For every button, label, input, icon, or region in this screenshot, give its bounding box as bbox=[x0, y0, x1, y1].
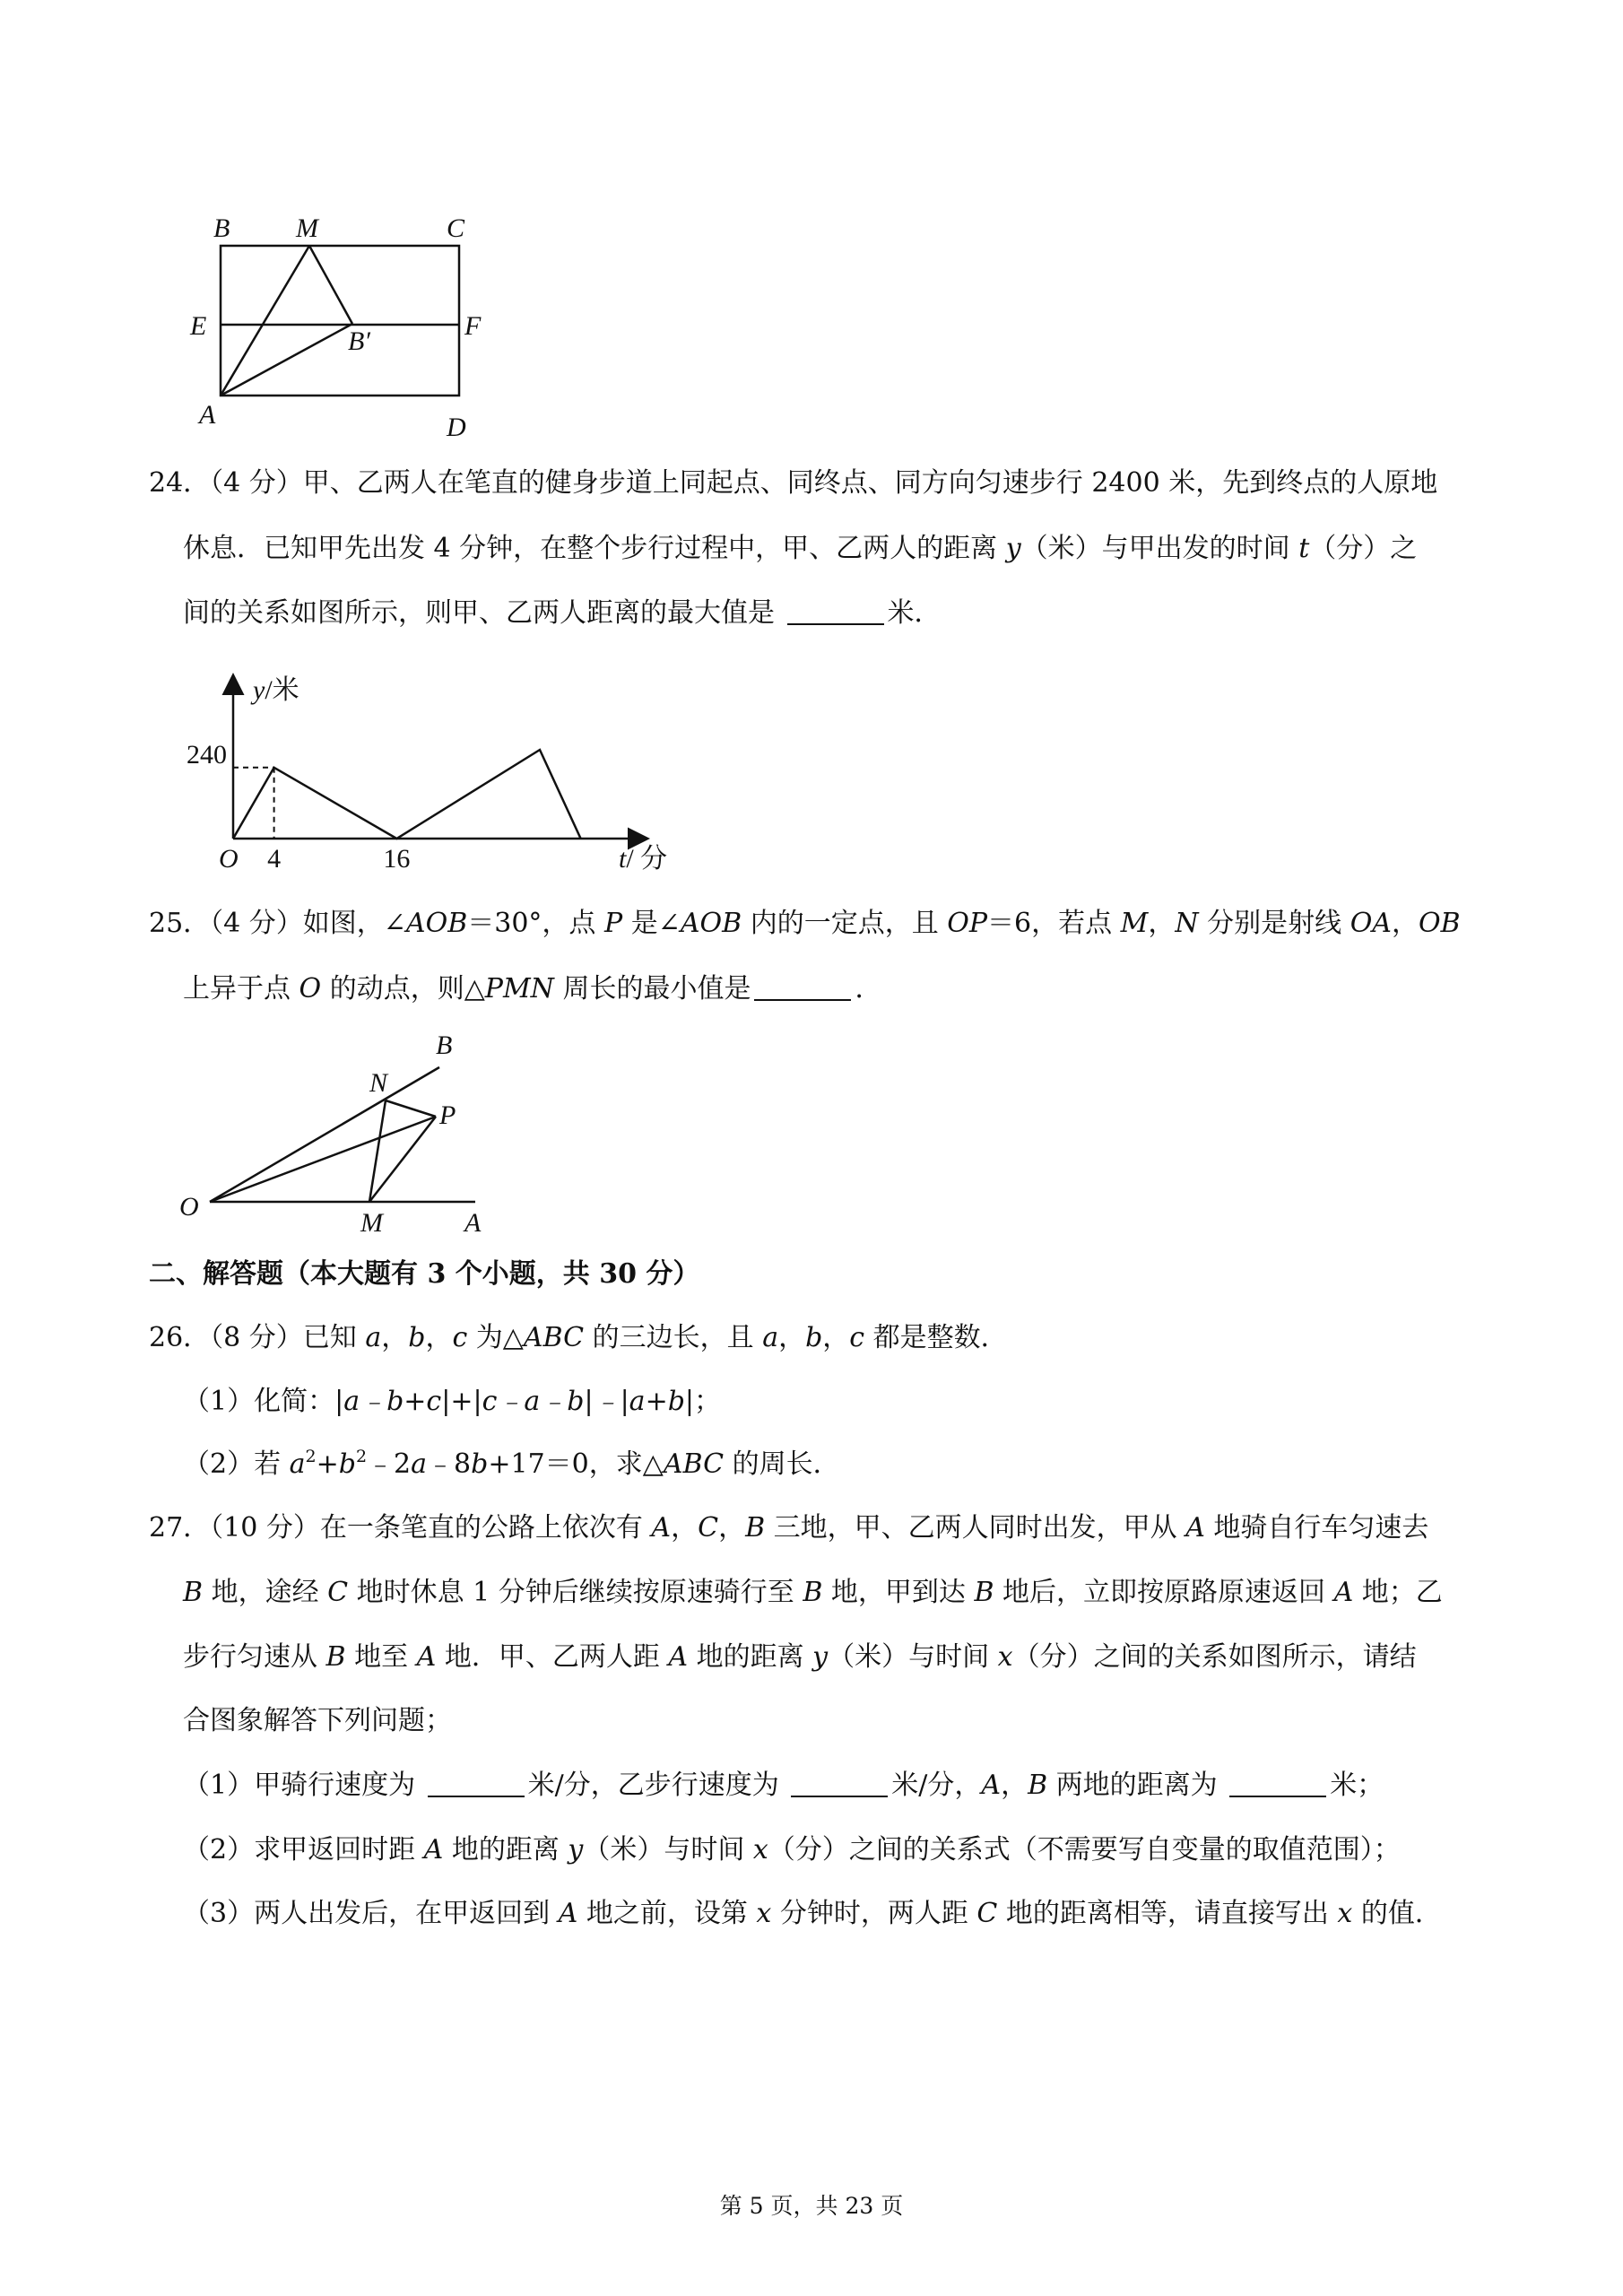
q24-line-1 bbox=[149, 465, 1437, 501]
q27-p1-text-b: 米/分，乙步行速度为 bbox=[527, 1770, 788, 1801]
q27-p1-text-f: 米； bbox=[1330, 1770, 1384, 1801]
q27-var-1: A bbox=[651, 1512, 672, 1544]
q27-text-2b: 地时休息 1 分钟后继续按原速骑行至 bbox=[348, 1577, 803, 1608]
q27-text-3f: （分）之间的关系如图所示，请结 bbox=[1012, 1641, 1417, 1673]
q27-var-7: B bbox=[803, 1577, 823, 1608]
q24-var-t: t bbox=[1298, 533, 1310, 564]
q25-answer-blank bbox=[754, 972, 851, 1001]
q26-part-1 bbox=[183, 1384, 721, 1420]
q25-text-1e: ＝6，若点 bbox=[987, 908, 1121, 939]
q25-var-10: PMN bbox=[484, 973, 554, 1004]
q27-line-1 bbox=[149, 1510, 1428, 1546]
q25-var-6: N bbox=[1175, 908, 1199, 939]
q26-text-1a: 26．（8 分）已知 bbox=[149, 1322, 366, 1353]
q25-text-1a: 25．（4 分）如图， bbox=[149, 908, 384, 939]
q27-var-13: y bbox=[812, 1641, 829, 1673]
q27-var-11: A bbox=[416, 1641, 437, 1673]
q27-text-2e: 地；乙 bbox=[1353, 1577, 1443, 1608]
q26-p2-var-a: a bbox=[289, 1448, 306, 1480]
q26-p2-end: 的周长． bbox=[724, 1448, 840, 1480]
q27-p3-text-e: 的值． bbox=[1352, 1898, 1442, 1929]
q26-var-b: b bbox=[408, 1322, 426, 1353]
y-axis-label-unit: /米 bbox=[265, 675, 299, 705]
q27-var-9: A bbox=[1333, 1577, 1354, 1608]
q27-text-3a: 步行匀速从 bbox=[183, 1641, 326, 1673]
q26-var-b2: b bbox=[805, 1322, 823, 1353]
q27-var-10: B bbox=[325, 1641, 346, 1673]
q27-part-2 bbox=[183, 1832, 1401, 1868]
distance-series-line bbox=[233, 750, 581, 839]
q25-text-1h: ， bbox=[1391, 908, 1419, 939]
label-a: A bbox=[464, 1208, 482, 1238]
q27-p2-text-b: 地的距离 bbox=[443, 1834, 568, 1866]
q26-text-1f: ， bbox=[778, 1322, 806, 1353]
q26-p2-plus: + bbox=[316, 1448, 339, 1480]
x-axis-label-unit: / 分 bbox=[626, 844, 668, 874]
q25-text-1d: 内的一定点，且 bbox=[742, 908, 948, 939]
q25-var-2: P bbox=[603, 908, 623, 939]
q27-p3-var-x: x bbox=[756, 1898, 772, 1929]
q26-p2-text: +17＝0，求△ bbox=[488, 1448, 664, 1480]
q27-p1-text-e: 两地的距离为 bbox=[1047, 1770, 1227, 1801]
rectangle-fold-figure bbox=[179, 206, 520, 448]
q24-text-1: 24．（4 分）甲、乙两人在笔直的健身步道上同起点、同终点、同方向匀速步行 2400 米，先到终点的人原地 bbox=[149, 467, 1438, 499]
q25-var-9: O bbox=[299, 973, 322, 1004]
label-m: M bbox=[296, 213, 318, 243]
q26-p2-var-abc: ABC bbox=[663, 1448, 725, 1480]
origin-label: O bbox=[219, 844, 239, 874]
q25-text-1b: ＝30°，点 bbox=[467, 908, 604, 939]
q25-text-1g: 分别是射线 bbox=[1198, 908, 1350, 939]
q25-text-2a: 上异于点 bbox=[183, 973, 299, 1004]
q26-text-1e: 的三边长，且 bbox=[584, 1322, 763, 1353]
q27-text-1b: ， bbox=[671, 1512, 699, 1544]
q25-text-2b: 的动点，则△ bbox=[321, 973, 485, 1004]
q25-var-4: OP bbox=[947, 908, 988, 939]
q27-text-2a: 地，途经 bbox=[203, 1577, 328, 1608]
q25-var-8: OB bbox=[1418, 908, 1461, 939]
q27-p1-var-b: B bbox=[1028, 1770, 1048, 1801]
distance-time-graph bbox=[179, 668, 699, 883]
q27-part-1 bbox=[183, 1768, 1384, 1804]
q26-line-1 bbox=[149, 1320, 1008, 1356]
q26-p1-expression: |a﹣b+c|+|c﹣a﹣b|﹣|a+b| bbox=[334, 1386, 695, 1417]
q27-var-2: C bbox=[698, 1512, 719, 1544]
q26-text-1c: ， bbox=[425, 1322, 453, 1353]
q26-text-1d: 为△ bbox=[467, 1322, 524, 1353]
q27-text-3e: （米）与时间 bbox=[828, 1641, 998, 1673]
q27-p3-var-c: C bbox=[976, 1898, 998, 1929]
q26-text-1h: 都是整数． bbox=[864, 1322, 1008, 1353]
q24-text-2b: （米）与甲出发的时间 bbox=[1020, 533, 1299, 564]
label-o: O bbox=[179, 1192, 199, 1222]
q24-line-2 bbox=[183, 531, 1417, 567]
y-axis-label-var: y bbox=[253, 675, 265, 705]
label-m: M bbox=[360, 1208, 383, 1238]
label-f: F bbox=[464, 311, 482, 341]
q26-text-1g: ， bbox=[822, 1322, 850, 1353]
q26-part-2 bbox=[183, 1447, 840, 1483]
q27-text-4: 合图象解答下列问题； bbox=[183, 1705, 452, 1736]
q27-line-2 bbox=[183, 1575, 1443, 1611]
q27-var-4: A bbox=[1185, 1512, 1205, 1544]
q26-p2-var-b-2: b bbox=[471, 1448, 489, 1480]
q27-text-2d: 地后，立即按原路原速返回 bbox=[994, 1577, 1334, 1608]
q24-line-3 bbox=[183, 596, 942, 631]
label-b-prime: B′ bbox=[348, 326, 370, 356]
q26-p2-exp-1: 2 bbox=[305, 1447, 317, 1466]
q26-p2-minus-8: ﹣8 bbox=[427, 1448, 472, 1480]
q24-text-2c: （分）之 bbox=[1309, 533, 1418, 564]
section-heading-text: 二、解答题（本大题有 3 个小题，共 30 分） bbox=[149, 1258, 700, 1290]
q27-text-3d: 地的距离 bbox=[688, 1641, 813, 1673]
q27-p3-text-c: 分钟时，两人距 bbox=[771, 1898, 977, 1929]
page-footer bbox=[0, 2192, 1623, 2221]
q26-p2-var-b: b bbox=[338, 1448, 356, 1480]
q27-var-5: B bbox=[183, 1577, 204, 1608]
q25-var-5: M bbox=[1120, 908, 1149, 939]
angle-triangle-figure bbox=[170, 1027, 511, 1238]
q24-text-3a: 间的关系如图所示，则甲、乙两人距离的最大值是 bbox=[183, 597, 784, 629]
q27-text-1d: 三地，甲、乙两人同时出发，甲从 bbox=[765, 1512, 1186, 1544]
q25-var-1: ∠AOB bbox=[383, 908, 468, 939]
q26-var-c2: c bbox=[849, 1322, 865, 1353]
q26-p2-var-a-2: a bbox=[411, 1448, 428, 1480]
q25-text-1c: 是 bbox=[622, 908, 658, 939]
label-p: P bbox=[439, 1100, 456, 1130]
q26-text-1b: ， bbox=[381, 1322, 409, 1353]
q27-p3-label: （3）两人出发后，在甲返回到 bbox=[183, 1898, 559, 1929]
q27-var-8: B bbox=[974, 1577, 994, 1608]
q27-text-1c: ， bbox=[718, 1512, 746, 1544]
q27-part-3 bbox=[183, 1896, 1442, 1932]
q27-line-4 bbox=[183, 1703, 452, 1739]
q25-line-1 bbox=[149, 906, 1461, 942]
label-n: N bbox=[369, 1068, 388, 1098]
q27-var-12: A bbox=[668, 1641, 689, 1673]
q27-var-6: C bbox=[327, 1577, 349, 1608]
q27-p1-text-c: 米/分， bbox=[891, 1770, 982, 1801]
section-heading bbox=[149, 1257, 699, 1292]
q26-var-a: a bbox=[365, 1322, 382, 1353]
q27-p2-var-y: y bbox=[568, 1834, 584, 1866]
q26-var-c: c bbox=[452, 1322, 468, 1353]
q27-p2-text-c: （米）与时间 bbox=[583, 1834, 753, 1866]
q27-p1-text-d: ， bbox=[1001, 1770, 1028, 1801]
q25-var-7: OA bbox=[1350, 908, 1392, 939]
q27-blank-speed-jia bbox=[428, 1769, 525, 1797]
label-d: D bbox=[447, 413, 466, 442]
label-c: C bbox=[447, 213, 465, 243]
label-a: A bbox=[199, 400, 216, 430]
label-e: E bbox=[190, 311, 207, 341]
x-axis-label-var: t bbox=[619, 844, 627, 874]
label-b: B bbox=[436, 1031, 453, 1060]
q27-p2-text-d: （分）之间的关系式（不需要写自变量的取值范围）； bbox=[768, 1834, 1401, 1866]
x-tick-label-4: 4 bbox=[267, 844, 282, 874]
q27-blank-speed-yi bbox=[791, 1769, 888, 1797]
y-axis-label bbox=[250, 675, 299, 705]
q25-text-2c: 周长的最小值是 bbox=[553, 973, 751, 1004]
y-tick-label: 240 bbox=[187, 740, 227, 770]
q27-text-2c: 地，甲到达 bbox=[822, 1577, 975, 1608]
q27-p1-label: （1）甲骑行速度为 bbox=[183, 1770, 424, 1801]
q27-line-3 bbox=[183, 1639, 1417, 1675]
q25-var-3: ∠AOB bbox=[657, 908, 742, 939]
q27-p3-text-d: 地的距离相等，请直接写出 bbox=[997, 1898, 1338, 1929]
q25-text-2d: ． bbox=[855, 973, 882, 1004]
q27-p1-var-a: A bbox=[981, 1770, 1002, 1801]
q26-p2-minus-2: ﹣2 bbox=[367, 1448, 412, 1480]
q27-text-3c: 地．甲、乙两人距 bbox=[436, 1641, 669, 1673]
q27-text-1a: 27．（10 分）在一条笔直的公路上依次有 bbox=[149, 1512, 652, 1544]
page-number: 第 5 页，共 23 页 bbox=[719, 2193, 904, 2219]
x-axis-label bbox=[619, 844, 667, 874]
q24-answer-blank bbox=[787, 596, 884, 625]
q27-var-3: B bbox=[745, 1512, 766, 1544]
q27-p3-var-x2: x bbox=[1337, 1898, 1353, 1929]
q27-p3-text-b: 地之前，设第 bbox=[577, 1898, 757, 1929]
q27-text-3b: 地至 bbox=[345, 1641, 417, 1673]
q27-var-14: x bbox=[997, 1641, 1013, 1673]
q27-p2-var-x: x bbox=[752, 1834, 768, 1866]
q27-blank-distance bbox=[1229, 1769, 1326, 1797]
q27-p2-label: （2）求甲返回时距 bbox=[183, 1834, 424, 1866]
q26-var-a2: a bbox=[762, 1322, 779, 1353]
label-b: B bbox=[213, 213, 230, 243]
q25-text-1f: ， bbox=[1148, 908, 1176, 939]
q26-p2-label: （2）若 bbox=[183, 1448, 290, 1480]
q26-p1-label: （1）化简： bbox=[183, 1386, 335, 1417]
q24-var-y: y bbox=[1005, 533, 1021, 564]
q25-line-2 bbox=[183, 971, 881, 1007]
q27-p3-var-a: A bbox=[558, 1898, 578, 1929]
q24-text-3b: 米． bbox=[887, 597, 942, 629]
q26-p2-exp-2: 2 bbox=[355, 1447, 368, 1466]
q26-p1-end: ； bbox=[694, 1386, 722, 1417]
q24-text-2a: 休息．已知甲先出发 4 分钟，在整个步行过程中，甲、乙两人的距离 bbox=[183, 533, 1006, 564]
q27-p2-var-a: A bbox=[423, 1834, 444, 1866]
x-tick-label-16: 16 bbox=[383, 844, 411, 874]
q27-text-1e: 地骑自行车匀速去 bbox=[1204, 1512, 1429, 1544]
q26-var-abc: ABC bbox=[523, 1322, 585, 1353]
